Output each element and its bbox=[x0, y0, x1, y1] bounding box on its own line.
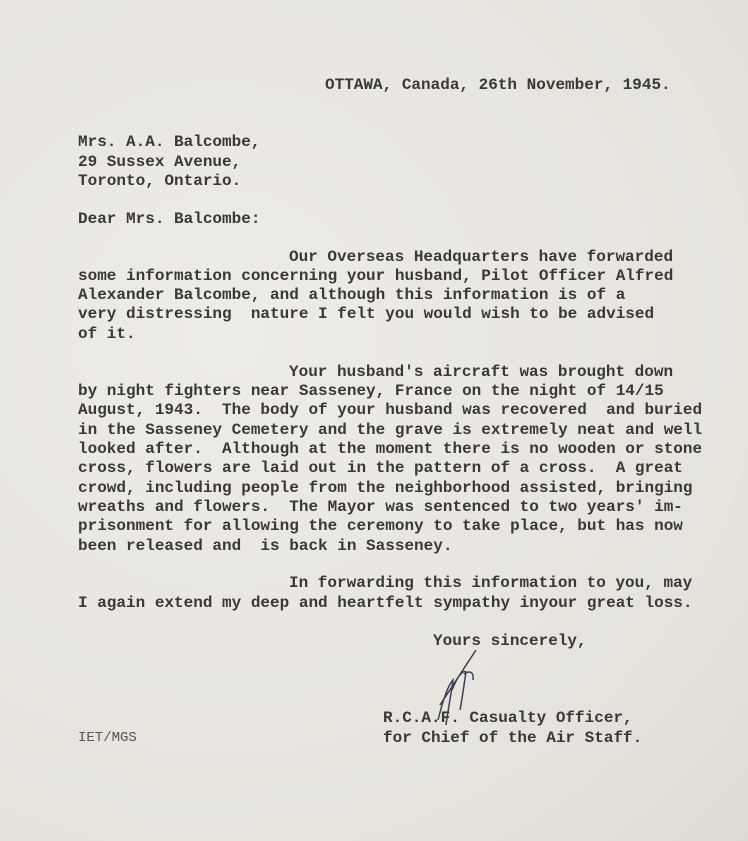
paragraph-line: in the Sasseney Cemetery and the grave is extremely neat and well bbox=[78, 421, 703, 439]
paragraph-line: I again extend my deep and heartfelt sympathy inyour great loss. bbox=[78, 594, 693, 612]
paragraph-line: prisonment for allowing the ceremony to take place, but has now bbox=[78, 517, 683, 535]
paragraph-line: been released and is back in Sasseney. bbox=[78, 537, 453, 555]
address-line: Toronto, Ontario. bbox=[78, 172, 242, 190]
reference-initials: IET/MGS bbox=[78, 730, 137, 746]
address-line: 29 Sussex Avenue, bbox=[78, 153, 242, 171]
signature-title: R.C.A.F. Casualty Officer, bbox=[383, 709, 633, 727]
closing: Yours sincerely, bbox=[433, 632, 587, 650]
paragraph-line: some information concerning your husband, Pilot Officer Alfred bbox=[78, 267, 674, 285]
paragraph-line: looked after. Although at the moment there is no wooden or stone bbox=[78, 440, 703, 458]
dateline: OTTAWA, Canada, 26th November, 1945. bbox=[325, 76, 671, 94]
paragraph-line: Your husband's aircraft was brought down bbox=[289, 363, 674, 381]
paragraph-line: In forwarding this information to you, may bbox=[289, 574, 693, 592]
salutation: Dear Mrs. Balcombe: bbox=[78, 210, 261, 228]
paragraph-line: of it. bbox=[78, 325, 136, 343]
paragraph-line: cross, flowers are laid out in the pattern of a cross. A great bbox=[78, 459, 683, 477]
address-line: Mrs. A.A. Balcombe, bbox=[78, 133, 261, 151]
paragraph-line: Our Overseas Headquarters have forwarded bbox=[289, 248, 674, 266]
paragraph-line: wreaths and flowers. The Mayor was sentenced to two years' im- bbox=[78, 498, 683, 516]
paragraph-line: Alexander Balcombe, and although this information is of a bbox=[78, 286, 626, 304]
paragraph-line: August, 1943. The body of your husband was recovered and buried bbox=[78, 401, 703, 419]
paragraph-line: crowd, including people from the neighborhood assisted, bringing bbox=[78, 479, 693, 497]
paragraph-line: by night fighters near Sasseney, France on the night of 14/15 bbox=[78, 382, 664, 400]
paragraph-line: very distressing nature I felt you would wish to be advised bbox=[78, 305, 655, 323]
signature-title: for Chief of the Air Staff. bbox=[383, 729, 643, 747]
